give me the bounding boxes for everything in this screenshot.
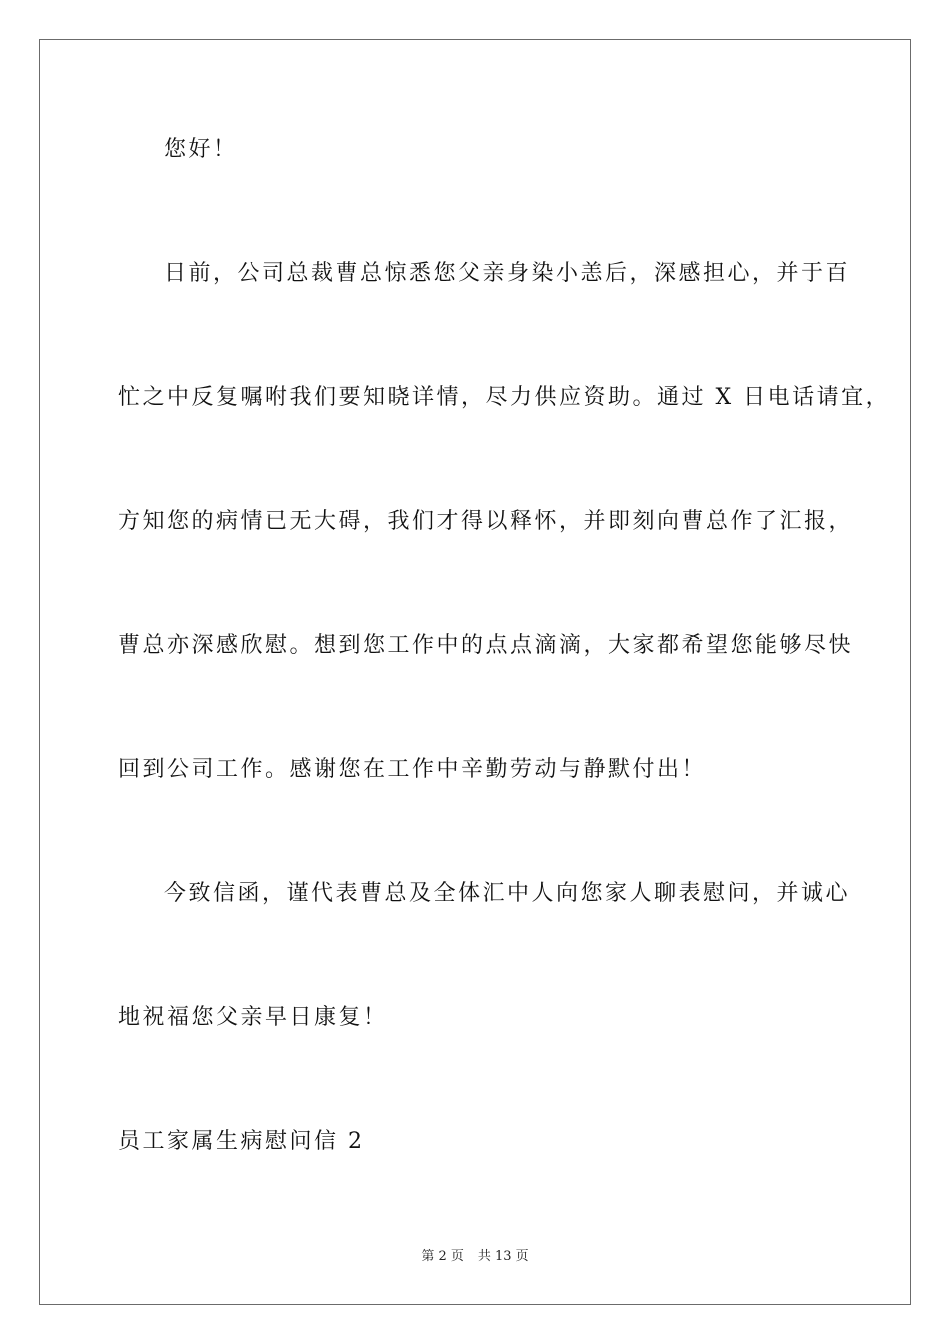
total-pages: 共 13 页 [477, 1249, 529, 1264]
page-footer [0, 1248, 950, 1266]
page-frame [39, 39, 911, 1305]
body-line: 方知您的病情已无大碍，我们才得以释怀，并即刻向曹总作了汇报， [118, 509, 854, 534]
body-line: 日前，公司总裁曹总惊悉您父亲身染小恙后，深感担心，并于百 [164, 261, 851, 286]
section-heading: 员工家属生病慰问信 2 [118, 1129, 365, 1154]
greeting-line: 您好！ [164, 137, 238, 162]
page-number: 第 2 页 [421, 1249, 464, 1264]
body-line: 曹总亦深感欣慰。想到您工作中的点点滴滴，大家都希望您能够尽快 [118, 633, 854, 658]
body-line: 忙之中反复嘱咐我们要知晓详情，尽力供应资助。通过 X 日电话请宜， [118, 385, 891, 410]
body-line: 地祝福您父亲早日康复！ [118, 1005, 388, 1030]
body-line: 今致信函，谨代表曹总及全体汇中人向您家人聊表慰问，并诚心 [164, 881, 851, 906]
body-line: 回到公司工作。感谢您在工作中辛勤劳动与静默付出！ [118, 757, 707, 782]
